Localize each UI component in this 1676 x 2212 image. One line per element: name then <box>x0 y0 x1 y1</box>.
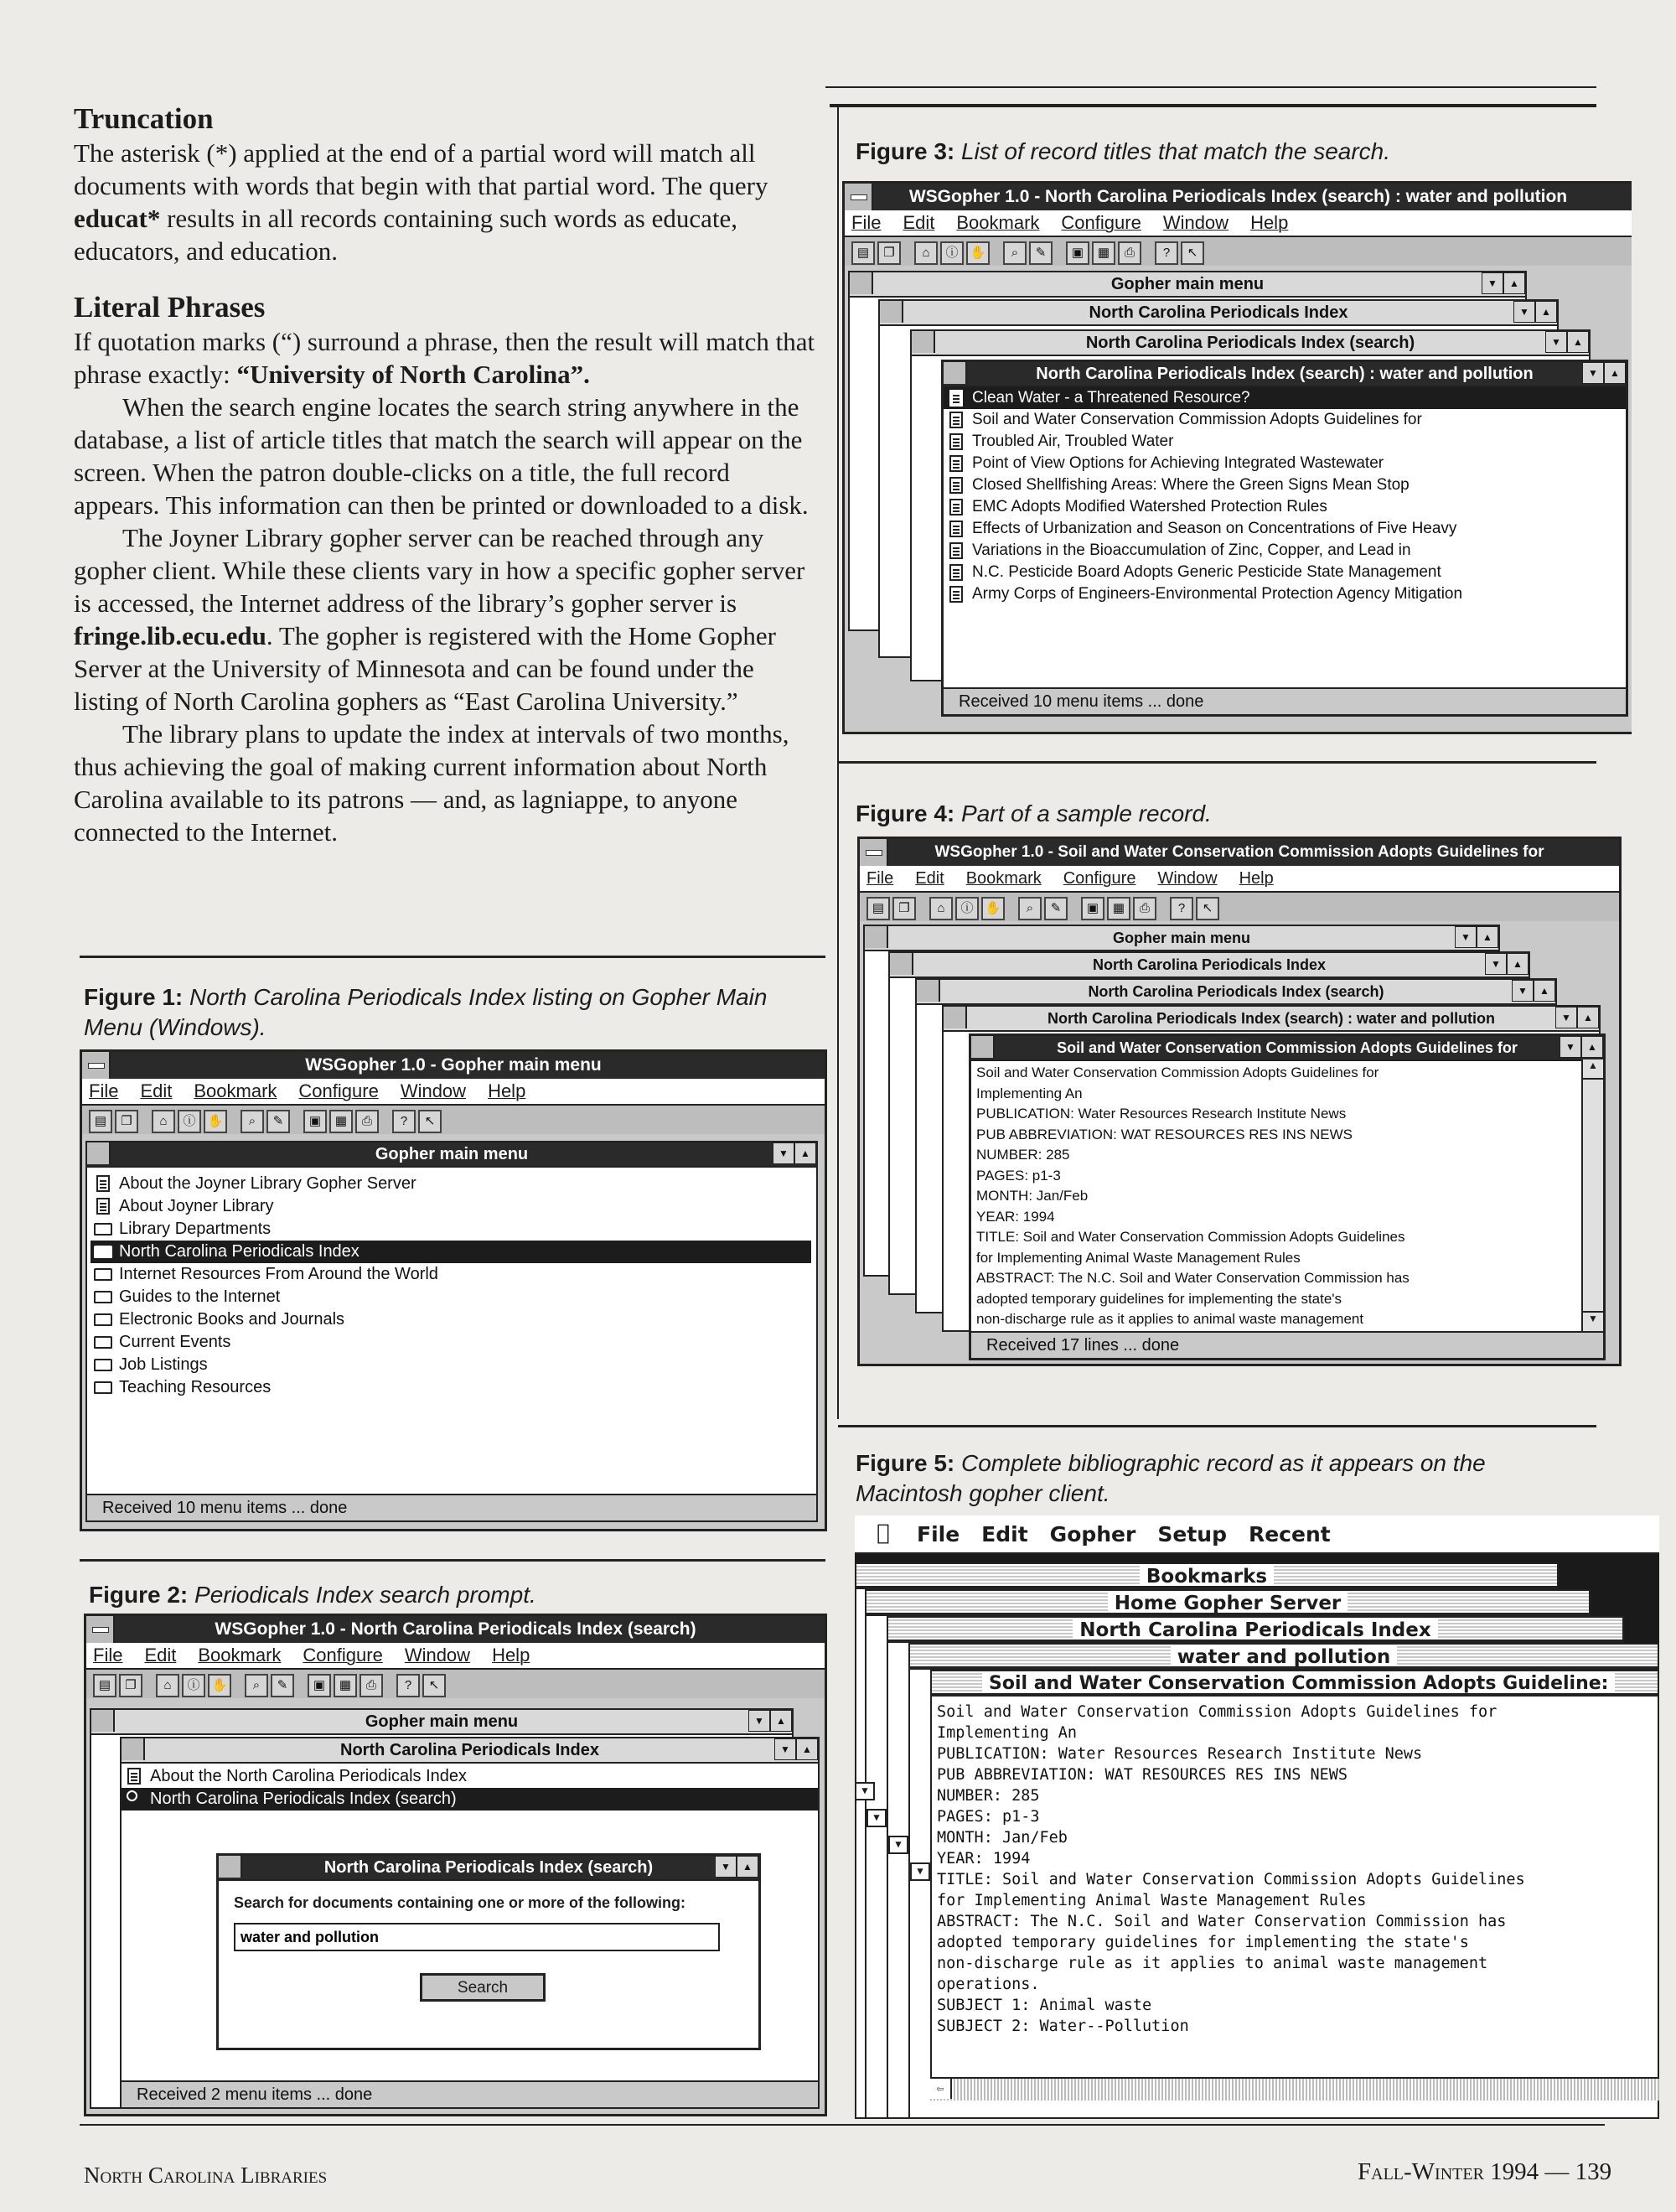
record-line: Implementing An <box>976 1085 1083 1101</box>
search-icon <box>127 1790 137 1801</box>
disclosure-icon[interactable]: ▼ <box>910 1862 930 1881</box>
child-titlebar: North Carolina Periodicals Index ▼ ▲ <box>890 953 1529 978</box>
results-list <box>944 387 1626 605</box>
figure2-rule <box>80 1559 825 1562</box>
record-line: PUB ABBREVIATION: WAT RESOURCES RES INS NEWS <box>976 1126 1353 1142</box>
menu-edit[interactable]: Edit <box>144 1645 177 1665</box>
record-text <box>937 1702 1525 2037</box>
list-item[interactable]: Current Events <box>91 1331 811 1354</box>
mac-menu-edit[interactable]: Edit <box>981 1522 1028 1546</box>
child-titlebar: North Carolina Periodicals Index (search) : water and pollution ▼ ▲ <box>944 1007 1599 1032</box>
status-bar: Received 17 lines ... done <box>971 1331 1606 1358</box>
mac-menu-file[interactable]: File <box>917 1522 960 1546</box>
list-item[interactable]: Electronic Books and Journals <box>91 1308 811 1331</box>
column-divider <box>837 107 839 1419</box>
context-help-icon[interactable]: ↖ <box>422 1674 446 1697</box>
child-titlebar: North Carolina Periodicals Index (search) ▼ ▲ <box>917 980 1555 1005</box>
document-icon <box>949 433 963 450</box>
maximize-button[interactable]: ▲ <box>1503 272 1525 294</box>
copy-icon[interactable]: ❐ <box>877 241 901 265</box>
figure2-workspace <box>86 1698 825 2114</box>
menu-configure[interactable]: Configure <box>298 1080 379 1101</box>
open-icon[interactable]: ▤ <box>866 897 890 920</box>
mac-menu-recent[interactable]: Recent <box>1248 1522 1331 1546</box>
stop-icon[interactable]: ✋ <box>981 897 1005 920</box>
child-titlebar: Gopher main menu ▼ ▲ <box>87 1142 816 1168</box>
mac-menu-gopher[interactable]: Gopher <box>1049 1522 1136 1546</box>
context-help-icon[interactable]: ↖ <box>418 1110 442 1133</box>
footer-issue-page: Fall-Winter 1994 — 139 <box>1358 2158 1612 2185</box>
index-list <box>122 1765 818 1811</box>
child-titlebar: Soil and Water Conservation Commission Adopts Guidelines for ▼ ▲ <box>971 1036 1603 1061</box>
system-menu-icon[interactable] <box>845 184 873 210</box>
horizontal-scrollbar[interactable] <box>930 2077 1659 2101</box>
child-system-menu-icon[interactable] <box>944 1007 967 1028</box>
info-icon[interactable]: ⓘ <box>182 1674 205 1697</box>
help-icon[interactable]: ? <box>396 1674 420 1697</box>
minimize-button[interactable]: ▼ <box>1512 980 1534 1002</box>
search-dialog <box>216 1853 761 2050</box>
figure5-screen <box>855 1515 1659 2119</box>
child-system-menu-icon[interactable] <box>944 362 967 384</box>
search-window-title[interactable]: water and pollution <box>908 1643 1659 1668</box>
folder-icon <box>94 1313 112 1326</box>
document-icon <box>949 542 963 559</box>
child-system-menu-icon[interactable] <box>917 980 940 1002</box>
save-icon[interactable]: ▣ <box>1081 897 1104 920</box>
menu-configure[interactable]: Configure <box>303 1645 383 1665</box>
maximize-button[interactable]: ▲ <box>1581 1036 1603 1058</box>
system-menu-icon[interactable] <box>860 839 888 866</box>
figure2-titlebar: WSGopher 1.0 - North Carolina Periodicals Index (search) <box>86 1616 825 1643</box>
list-item[interactable]: About Joyner Library <box>91 1195 811 1218</box>
record-line: Soil and Water Conservation Commission Adopts Guidelines for <box>937 1703 1498 1721</box>
record-line: YEAR: 1994 <box>937 1850 1031 1868</box>
literal-heading: Literal Phrases <box>74 291 266 324</box>
gopher-main-menu-window <box>85 1141 818 1522</box>
record-line: MONTH: Jan/Feb <box>937 1829 1068 1847</box>
bookmark-icon[interactable]: ✎ <box>1029 241 1053 265</box>
list-item[interactable]: North Carolina Periodicals Index <box>91 1241 811 1263</box>
record-line: adopted temporary guidelines for implementing the state's <box>976 1290 1342 1307</box>
status-bar: Received 10 menu items ... done <box>87 1494 818 1520</box>
scroll-up-icon[interactable]: ▲ <box>1583 1059 1603 1080</box>
vertical-scrollbar[interactable] <box>1581 1059 1603 1331</box>
document-icon <box>949 499 963 515</box>
list-item[interactable]: Variations in the Bioaccumulation of Zinc, Copper, and Lead in <box>944 540 1626 562</box>
list-item[interactable]: About the Joyner Library Gopher Server <box>91 1173 811 1195</box>
record-line: PAGES: p1-3 <box>937 1808 1040 1826</box>
copy-icon[interactable]: ❐ <box>892 897 916 920</box>
menu-file[interactable]: File <box>89 1080 119 1101</box>
figure1-window <box>80 1049 827 1531</box>
record-line: ABSTRACT: The N.C. Soil and Water Conservation Commission has <box>976 1270 1410 1286</box>
menu-bookmark[interactable]: Bookmark <box>965 869 1042 888</box>
list-item[interactable]: Clean Water - a Threatened Resource? <box>944 387 1626 409</box>
list-item[interactable]: N.C. Pesticide Board Adopts Generic Pesticide State Management <box>944 562 1626 583</box>
footer-rule <box>80 2124 1605 2126</box>
print-preview-icon[interactable]: ▦ <box>1107 897 1130 920</box>
mac-menu-setup[interactable]: Setup <box>1157 1522 1227 1546</box>
print-icon[interactable]: ⎙ <box>355 1110 379 1133</box>
document-icon <box>949 390 963 407</box>
save-icon[interactable]: ▣ <box>303 1110 327 1133</box>
top-rule-thin <box>825 86 1596 88</box>
menu-file[interactable]: File <box>866 869 894 888</box>
child-system-menu-icon[interactable] <box>880 301 903 323</box>
minimize-button[interactable]: ▼ <box>1455 926 1477 948</box>
list-item[interactable]: EMC Adopts Modified Watershed Protection Rules <box>944 496 1626 518</box>
list-item[interactable]: Troubled Air, Troubled Water <box>944 431 1626 453</box>
truncation-paragraph: The asterisk (*) applied at the end of a partial word will match all documents with words that begin with that partial word. The query educat* results in all records containing such words as educate, educators, and education. <box>74 138 768 266</box>
context-help-icon[interactable]: ↖ <box>1196 897 1219 920</box>
figure3-workspace <box>845 266 1632 732</box>
search-prompt: Search for documents containing one or more of the following: <box>234 1894 686 1911</box>
open-icon[interactable]: ▤ <box>93 1674 116 1697</box>
figure3-rule <box>830 104 1596 107</box>
figure1-caption: Figure 1: North Carolina Periodicals Index listing on Gopher Main Menu (Windows). <box>84 984 768 1040</box>
figure4-workspace <box>860 921 1619 1364</box>
document-icon <box>949 564 963 581</box>
document-icon <box>949 521 963 537</box>
document-icon <box>96 1198 110 1215</box>
apple-icon[interactable] <box>877 1520 890 1546</box>
system-menu-icon[interactable] <box>86 1616 115 1643</box>
find-icon[interactable]: ⌕ <box>1003 241 1027 265</box>
maximize-button[interactable]: ▲ <box>770 1710 792 1732</box>
folder-icon <box>94 1223 112 1236</box>
record-line: NUMBER: 285 <box>976 1147 1070 1163</box>
figure4-caption: Figure 4: Part of a sample record. <box>856 800 1212 826</box>
record-line: Soil and Water Conservation Commission Adopts Guidelines for <box>976 1065 1379 1080</box>
maximize-button[interactable]: ▲ <box>1507 953 1529 975</box>
document-icon <box>949 412 963 428</box>
list-item[interactable]: North Carolina Periodicals Index (search) <box>122 1788 818 1811</box>
record-window-title[interactable]: Soil and Water Conservation Commission Adopts Guideline: <box>930 1670 1659 1695</box>
minimize-button[interactable]: ▼ <box>1545 331 1567 353</box>
child-titlebar: North Carolina Periodicals Index (search) ▼ ▲ <box>912 331 1589 356</box>
open-icon[interactable]: ▤ <box>851 241 875 265</box>
search-results-window <box>941 360 1628 717</box>
print-icon[interactable]: ⎙ <box>360 1674 383 1697</box>
menu-edit[interactable]: Edit <box>915 869 944 888</box>
folder-icon <box>94 1381 112 1394</box>
child-system-menu-icon[interactable] <box>87 1142 111 1164</box>
find-icon[interactable]: ⌕ <box>241 1110 264 1133</box>
menu-file[interactable]: File <box>93 1645 123 1665</box>
document-icon <box>127 1768 141 1785</box>
menu-edit[interactable]: Edit <box>903 212 935 233</box>
maximize-button[interactable]: ▲ <box>1477 926 1498 948</box>
record-line: for Implementing Animal Waste Management Rules <box>937 1892 1367 1909</box>
gopher-address: fringe.lib.ecu.edu <box>74 621 266 650</box>
help-icon[interactable]: ? <box>1155 241 1178 265</box>
list-item[interactable]: Internet Resources From Around the World <box>91 1263 811 1286</box>
figure5-rule <box>838 1425 1596 1427</box>
menu-window[interactable]: Window <box>404 1645 471 1665</box>
figure3-menubar <box>845 210 1632 237</box>
figure2-menubar <box>86 1643 825 1670</box>
menu-bookmark[interactable]: Bookmark <box>198 1645 282 1665</box>
menu-help[interactable]: Help <box>1239 869 1274 888</box>
document-icon <box>949 586 963 603</box>
record-line: PUBLICATION: Water Resources Research Institute News <box>976 1106 1347 1122</box>
figure4-rule <box>838 761 1596 764</box>
record-line: NUMBER: 285 <box>937 1787 1040 1805</box>
disclosure-icon[interactable]: ▼ <box>866 1809 887 1827</box>
record-line: operations. <box>937 1976 1040 1993</box>
menu-bookmark[interactable]: Bookmark <box>956 212 1040 233</box>
stop-icon[interactable]: ✋ <box>966 241 990 265</box>
help-icon[interactable]: ? <box>1170 897 1193 920</box>
figure3-window <box>842 181 1632 734</box>
record-line: for Implementing Animal Waste Management Rules <box>976 1249 1301 1266</box>
menu-window[interactable]: Window <box>400 1080 467 1101</box>
search-input[interactable] <box>234 1923 720 1951</box>
dialog-titlebar: North Carolina Periodicals Index (search) ▼ ▲ <box>219 1856 758 1881</box>
record-line: non-discharge rule as it applies to animal waste management <box>976 1311 1364 1327</box>
menu-edit[interactable]: Edit <box>140 1080 173 1101</box>
figure3-caption: Figure 3: List of record titles that match the search. <box>856 138 1391 164</box>
article-text <box>74 102 820 848</box>
menu-window[interactable]: Window <box>1157 869 1218 888</box>
document-icon <box>96 1175 110 1192</box>
list-item[interactable]: Point of View Options for Achieving Integrated Wastewater <box>944 453 1626 474</box>
menu-configure[interactable]: Configure <box>1063 869 1136 888</box>
document-icon <box>949 455 963 472</box>
document-icon <box>949 477 963 494</box>
bookmark-icon[interactable]: ✎ <box>1044 897 1068 920</box>
record-line: TITLE: Soil and Water Conservation Commission Adopts Guidelines <box>976 1229 1405 1245</box>
child-system-menu-icon[interactable] <box>865 926 888 948</box>
list-item[interactable]: Library Departments <box>91 1218 811 1241</box>
maximize-button[interactable]: ▲ <box>737 1856 758 1878</box>
copy-icon[interactable]: ❐ <box>119 1674 142 1697</box>
minimize-button[interactable]: ▼ <box>1582 362 1604 384</box>
minimize-button[interactable]: ▼ <box>748 1710 770 1732</box>
menu-bookmark[interactable]: Bookmark <box>194 1080 277 1101</box>
menu-help[interactable]: Help <box>1250 212 1289 233</box>
context-help-icon[interactable]: ↖ <box>1181 241 1204 265</box>
system-menu-icon[interactable] <box>82 1052 111 1079</box>
folder-icon <box>94 1246 112 1258</box>
menu-help[interactable]: Help <box>488 1080 526 1101</box>
info-icon[interactable]: ⓘ <box>955 897 979 920</box>
print-preview-icon[interactable]: ▦ <box>1092 241 1115 265</box>
minimize-button[interactable]: ▼ <box>1513 301 1535 323</box>
child-titlebar: North Carolina Periodicals Index (search) : water and pollution ▼ ▲ <box>944 362 1626 387</box>
print-preview-icon[interactable]: ▦ <box>334 1674 357 1697</box>
maximize-button[interactable]: ▲ <box>1535 301 1557 323</box>
record-line: Implementing An <box>937 1724 1078 1742</box>
menu-file[interactable]: File <box>851 212 882 233</box>
record-line: PAGES: p1-3 <box>976 1167 1061 1184</box>
gopher-menu-list <box>91 1173 811 1399</box>
menu-configure[interactable]: Configure <box>1061 212 1141 233</box>
minimize-button[interactable]: ▼ <box>1482 272 1503 294</box>
literal-paragraph: If quotation marks (“) surround a phrase, then the result will match that phrase exactly: “University of North Carolina”. <box>74 327 815 389</box>
truncation-heading: Truncation <box>74 102 214 135</box>
figure4-titlebar: WSGopher 1.0 - Soil and Water Conservation Commission Adopts Guidelines for <box>860 839 1619 866</box>
minimize-button[interactable]: ▼ <box>773 1142 794 1164</box>
folder-icon <box>94 1359 112 1371</box>
figure4-menubar <box>860 866 1619 893</box>
menu-help[interactable]: Help <box>492 1645 530 1665</box>
home-icon[interactable]: ⌂ <box>929 897 953 920</box>
copy-icon[interactable]: ❐ <box>115 1110 138 1133</box>
maximize-button[interactable]: ▲ <box>796 1738 818 1760</box>
search-paragraph: When the search engine locates the search string anywhere in the database, a list of article titles that match the search will appear on the screen. When the patron double-clicks on a title, the full record appears. This information can then be printed or downloaded to a disk. <box>74 392 809 520</box>
record-text <box>976 1063 1580 1330</box>
child-system-menu-icon[interactable] <box>912 331 935 353</box>
minimize-button[interactable]: ▼ <box>715 1856 737 1878</box>
list-item[interactable]: Job Listings <box>91 1354 811 1376</box>
list-item[interactable]: Army Corps of Engineers-Environmental Protection Agency Mitigation <box>944 583 1626 605</box>
bookmarks-window-title[interactable]: Bookmarks <box>855 1562 1559 1588</box>
figure4-window <box>857 837 1622 1366</box>
open-icon[interactable]: ▤ <box>89 1110 112 1133</box>
print-icon[interactable]: ⎙ <box>1118 241 1141 265</box>
figure2-caption: Figure 2: Periodicals Index search prompt. <box>89 1582 536 1608</box>
child-titlebar: North Carolina Periodicals Index ▼ ▲ <box>122 1738 818 1764</box>
minimize-button[interactable]: ▼ <box>774 1738 796 1760</box>
plans-paragraph: The library plans to update the index at intervals of two months, thus achieving the goal of making current information about North Carolina available to its patrons — and, as lagniappe, to anyone connected to the Internet. <box>74 719 789 847</box>
list-item[interactable]: Guides to the Internet <box>91 1286 811 1308</box>
menu-window[interactable]: Window <box>1162 212 1229 233</box>
child-system-menu-icon[interactable] <box>122 1738 145 1760</box>
figure1-titlebar: WSGopher 1.0 - Gopher main menu <box>82 1052 825 1079</box>
home-icon[interactable]: ⌂ <box>156 1674 179 1697</box>
status-bar: Received 10 menu items ... done <box>944 687 1628 714</box>
record-window <box>969 1033 1606 1360</box>
minimize-button[interactable]: ▼ <box>1560 1036 1581 1058</box>
minimize-button[interactable]: ▼ <box>1485 953 1507 975</box>
list-item[interactable]: Effects of Urbanization and Season on Concentrations of Five Heavy <box>944 518 1626 540</box>
folder-icon <box>94 1291 112 1303</box>
help-icon[interactable]: ? <box>392 1110 416 1133</box>
record-line: SUBJECT 1: Animal waste <box>937 1997 1152 2014</box>
stop-icon[interactable]: ✋ <box>204 1110 227 1133</box>
figure5-caption: Figure 5: Complete bibliographic record as it appears on the Macintosh gopher client. <box>856 1450 1486 1506</box>
save-icon[interactable]: ▣ <box>308 1674 331 1697</box>
dialog-system-menu-icon[interactable] <box>219 1856 242 1878</box>
figure1-workspace <box>82 1134 825 1529</box>
figure2-window <box>84 1614 827 2116</box>
record-line: ABSTRACT: The N.C. Soil and Water Conservation Commission has <box>937 1913 1507 1930</box>
child-titlebar: Gopher main menu ▼ ▲ <box>91 1710 792 1735</box>
list-item[interactable]: Teaching Resources <box>91 1376 811 1399</box>
maximize-button[interactable]: ▲ <box>1577 1007 1599 1028</box>
mac-menus <box>917 1522 1353 1546</box>
figure1-menubar <box>82 1079 825 1106</box>
bookmark-icon[interactable]: ✎ <box>266 1110 290 1133</box>
figure1-rule <box>80 956 825 958</box>
maximize-button[interactable]: ▲ <box>794 1142 816 1164</box>
search-button[interactable]: Search <box>420 1973 546 2002</box>
find-icon[interactable]: ⌕ <box>1018 897 1042 920</box>
record-line: MONTH: Jan/Feb <box>976 1188 1089 1204</box>
find-icon[interactable]: ⌕ <box>245 1674 268 1697</box>
child-system-menu-icon[interactable] <box>91 1710 115 1732</box>
home-icon[interactable]: ⌂ <box>914 241 938 265</box>
child-system-menu-icon[interactable] <box>850 272 873 294</box>
record-line: non-discharge rule as it applies to animal waste management <box>937 1955 1488 1972</box>
status-bar: Received 2 menu items ... done <box>122 2080 820 2107</box>
print-icon[interactable]: ⎙ <box>1133 897 1156 920</box>
figure3-titlebar: WSGopher 1.0 - North Carolina Periodicals Index (search) : water and pollution <box>845 184 1632 210</box>
list-item[interactable]: Closed Shellfishing Areas: Where the Green Signs Mean Stop <box>944 474 1626 496</box>
child-titlebar: Gopher main menu ▼ ▲ <box>850 272 1525 298</box>
print-preview-icon[interactable]: ▦ <box>329 1110 353 1133</box>
maximize-button[interactable]: ▲ <box>1604 362 1626 384</box>
record-line: PUBLICATION: Water Resources Research Institute News <box>937 1745 1423 1763</box>
stop-icon[interactable]: ✋ <box>208 1674 231 1697</box>
child-system-menu-icon[interactable] <box>971 1036 995 1058</box>
record-line: PUB ABBREVIATION: WAT RESOURCES RES INS NEWS <box>937 1766 1348 1784</box>
literal-example: “University of North Carolina”. <box>236 360 590 389</box>
disclosure-icon[interactable]: ▼ <box>855 1782 875 1800</box>
gopher-paragraph: The Joyner Library gopher server can be reached through any gopher client. While these clients vary in how a specific gopher server is accessed, the Internet address of the library’s gopher server is fringe.lib.ecu.edu. The gopher is registered with the Home Gopher Server at the University of Minnesota and can be found under the listing of North Carolina gophers as “East Carolina University.” <box>74 523 805 716</box>
truncation-query: educat* <box>74 204 161 233</box>
maximize-button[interactable]: ▲ <box>1567 331 1589 353</box>
info-icon[interactable]: ⓘ <box>178 1110 201 1133</box>
record-line: adopted temporary guidelines for implementing the state's <box>937 1934 1469 1951</box>
save-icon[interactable]: ▣ <box>1066 241 1089 265</box>
info-icon[interactable]: ⓘ <box>940 241 964 265</box>
child-titlebar: North Carolina Periodicals Index ▼ ▲ <box>880 301 1557 326</box>
footer-journal: North Carolina Libraries <box>84 2163 328 2188</box>
record-line: SUBJECT 2: Water--Pollution <box>937 2018 1189 2035</box>
record-line: YEAR: 1994 <box>976 1208 1055 1225</box>
home-icon[interactable]: ⌂ <box>152 1110 175 1133</box>
bookmark-icon[interactable]: ✎ <box>271 1674 294 1697</box>
list-item[interactable]: Soil and Water Conservation Commission Adopts Guidelines for <box>944 409 1626 431</box>
record-line: TITLE: Soil and Water Conservation Commission Adopts Guidelines <box>937 1871 1525 1888</box>
list-item[interactable]: About the North Carolina Periodicals Index <box>122 1765 818 1788</box>
folder-icon <box>94 1268 112 1281</box>
scroll-left-icon[interactable]: ⇦ <box>930 2079 952 2099</box>
scroll-down-icon[interactable]: ▼ <box>1583 1311 1603 1331</box>
home-gopher-window-title[interactable]: Home Gopher Server <box>865 1589 1591 1614</box>
minimize-button[interactable]: ▼ <box>1555 1007 1577 1028</box>
child-titlebar: Gopher main menu ▼ ▲ <box>865 926 1498 951</box>
maximize-button[interactable]: ▲ <box>1534 980 1555 1002</box>
folder-icon <box>94 1336 112 1349</box>
periodicals-index-window-title[interactable]: North Carolina Periodicals Index <box>887 1616 1624 1641</box>
child-system-menu-icon[interactable] <box>890 953 913 975</box>
disclosure-icon[interactable]: ▼ <box>888 1836 908 1854</box>
